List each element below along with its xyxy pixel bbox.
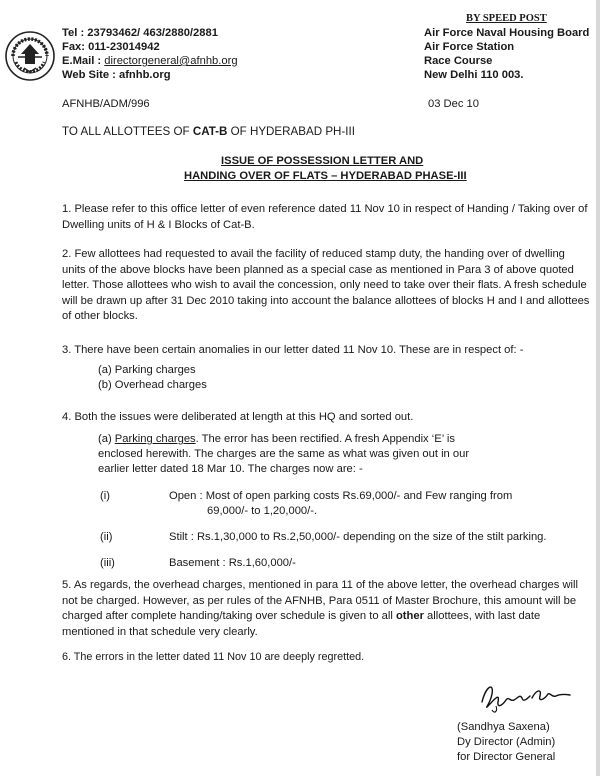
- website: Web Site : afnhb.org: [62, 69, 171, 81]
- signatory-for: for Director General: [457, 751, 556, 763]
- parking-charges-heading: Parking charges: [114, 433, 196, 445]
- anomaly-item: (b) Overhead charges: [98, 379, 207, 391]
- charge-open-line2: 69,000/- to 1,20,000/-.: [207, 505, 318, 517]
- org-city: New Delhi 110 003.: [424, 69, 524, 81]
- paragraph-4a-text: . The error has been rectified. A fresh Appendix ‘E’ is enclosed herewith. The charges are the same as what was given out in our earlier letter dated 18 Mar 10. The charges now are: -: [98, 433, 470, 475]
- paragraph-3: 3. There have been certain anomalies in our letter dated 11 Nov 10. These are in respect of: -: [62, 344, 524, 356]
- subject-line-2: HANDING OVER OF FLATS – HYDERABAD PHASE-III: [184, 170, 467, 182]
- email-label: E.Mail :: [62, 55, 102, 67]
- paragraph-5-emphasis: other: [395, 610, 424, 623]
- signatory-name: (Sandhya Saxena): [457, 721, 550, 733]
- signatory-title: Dy Director (Admin): [457, 736, 556, 748]
- salutation: [62, 125, 355, 138]
- paragraph-5-text: 5. As regards, the overhead charges, mentioned in para 11 of the above letter, the overhead charges will not be charged. However, as per rules of the AFNHB, Para 0511 of Master Brochure, this amount will be charged after complete handing/taking over schedule is given to all: [62, 579, 578, 623]
- paragraph-5-text-end: allottees, with last date mentioned in that schedule very clearly.: [62, 610, 541, 638]
- scan-edge: [596, 0, 600, 776]
- salutation-suffix: OF HYDERABAD PH-III: [230, 125, 355, 138]
- paragraph-2: 2. Few allottees had requested to avail the facility of reduced stamp duty, the handing over of dwelling units of the above blocks have been planned as a special case as mentioned in Para 3 of above quoted letter. Those allottees who wish to avail the concession, only need to take over their flats. A fresh schedule will be drawn up after 31 Dec 2010 taking into account the balance allottees of blocks H and I and allottees of other blocks.: [62, 248, 590, 323]
- handwritten-signature: [476, 676, 576, 716]
- paragraph-4: 4. Both the issues were deliberated at length at this HQ and sorted out.: [62, 411, 414, 423]
- charge-basement: Basement : Rs.1,60,000/-: [169, 557, 296, 569]
- afnhb-logo: [4, 30, 56, 82]
- org-station: Air Force Station: [424, 41, 515, 53]
- telephone-numbers: Tel : 23793462/ 463/2880/2881: [62, 27, 218, 39]
- charge-open-line1: Open : Most of open parking costs Rs.69,000/- and Few ranging from: [169, 490, 513, 502]
- charge-stilt: Stilt : Rs.1,30,000 to Rs.2,50,000/- depending on the size of the stilt parking.: [169, 531, 547, 543]
- org-street: Race Course: [424, 55, 493, 67]
- fax-number: Fax: 011-23014942: [62, 41, 160, 53]
- email-line: [62, 55, 238, 67]
- charge-number: (iii): [100, 557, 115, 569]
- paragraph-1: 1. Please refer to this office letter of even reference dated 11 Nov 10 in respect of Handing / Taking over of Dwelling units of H & I Blocks of Cat-B.: [62, 203, 588, 231]
- letter-date: 03 Dec 10: [428, 98, 479, 110]
- subject-line-1: ISSUE OF POSSESSION LETTER AND: [221, 155, 424, 167]
- paragraph-6: 6. The errors in the letter dated 11 Nov 10 are deeply regretted.: [62, 651, 365, 663]
- anomaly-item: (a) Parking charges: [98, 364, 196, 376]
- charge-number: (ii): [100, 531, 113, 543]
- org-name: Air Force Naval Housing Board: [424, 27, 590, 39]
- salutation-prefix: TO ALL ALLOTTEES OF: [62, 125, 190, 138]
- reference-number: AFNHB/ADM/996: [62, 98, 150, 110]
- paragraph-5: [62, 578, 590, 640]
- speed-post-label: BY SPEED POST: [466, 13, 547, 24]
- charge-number: (i): [100, 490, 110, 502]
- paragraph-4a-label: (a): [98, 433, 112, 445]
- email-link[interactable]: directorgeneral@afnhb.org: [104, 55, 238, 67]
- salutation-category: CAT-B: [192, 125, 228, 138]
- paragraph-4a: [98, 432, 476, 476]
